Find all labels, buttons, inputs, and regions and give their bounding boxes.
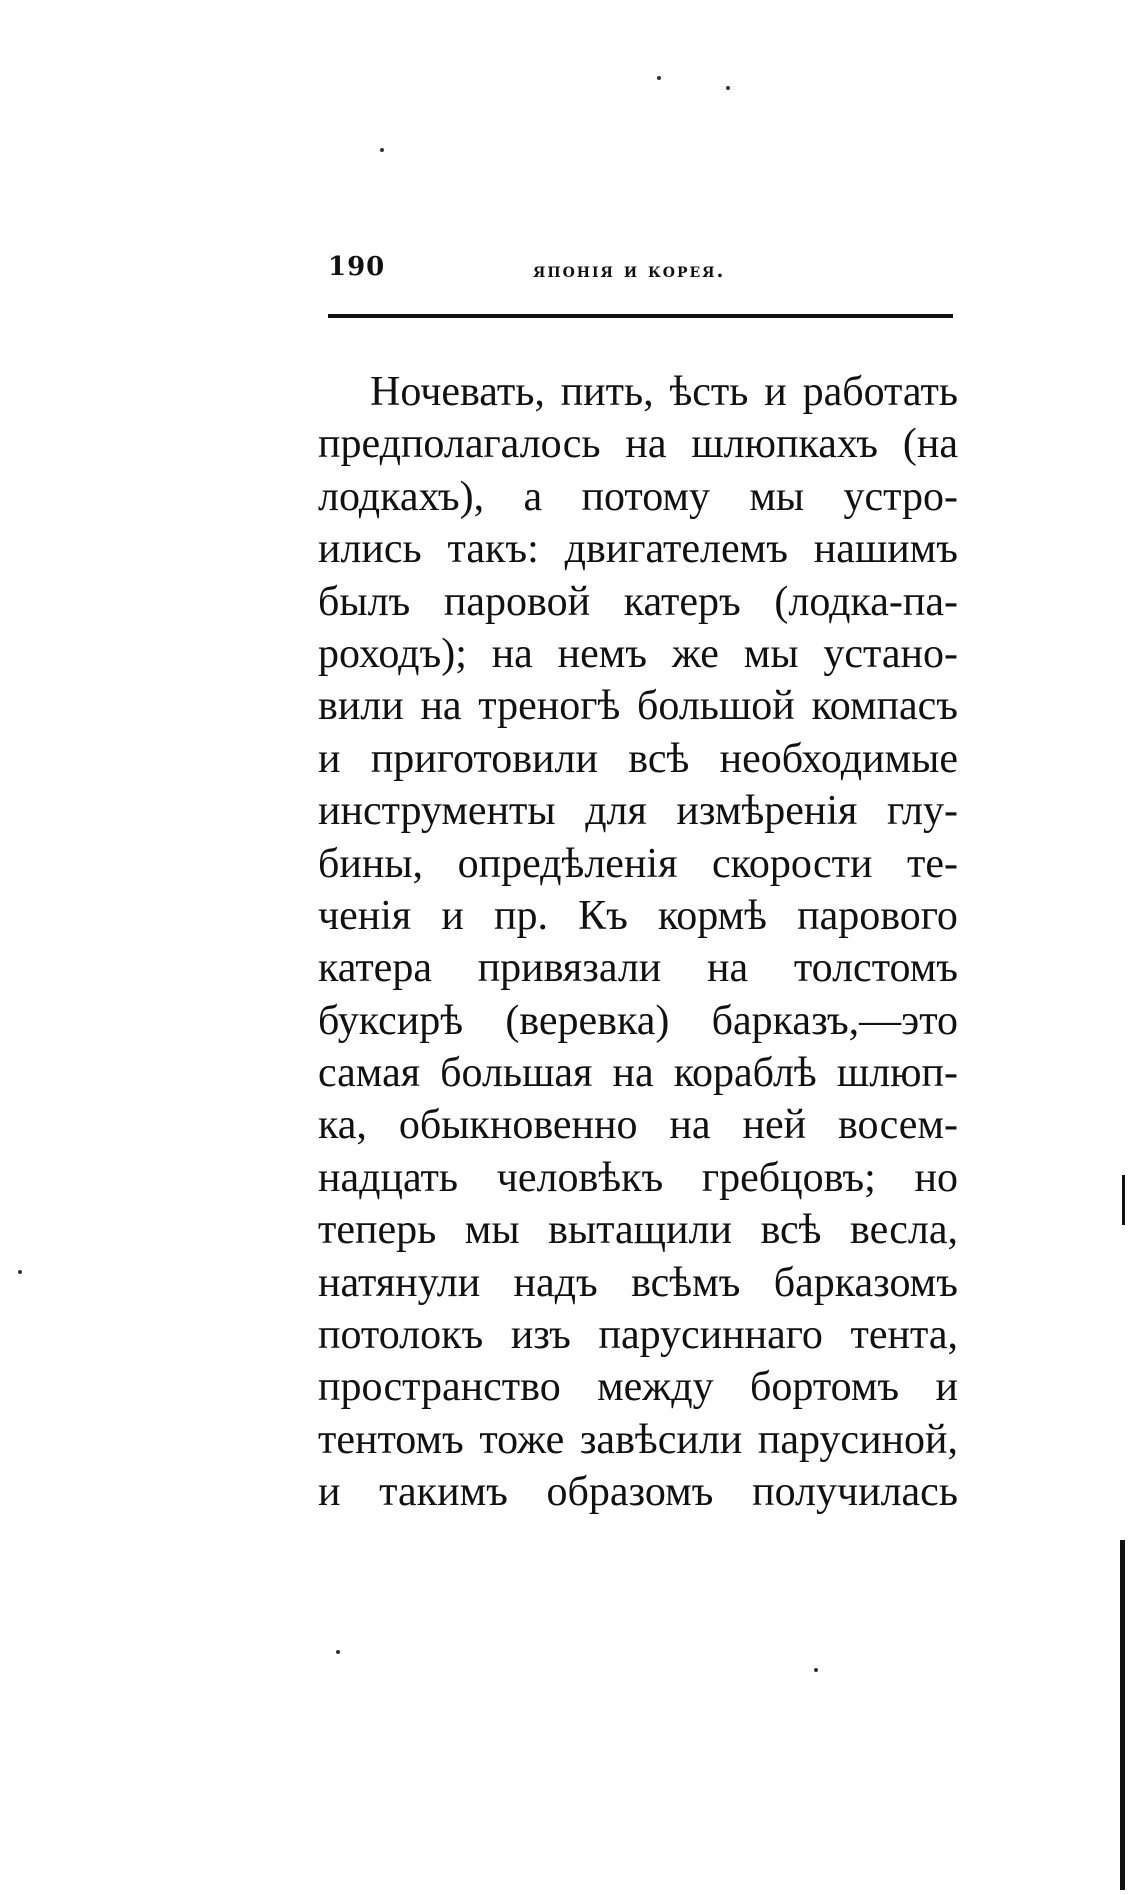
page-header	[328, 252, 952, 292]
text-line	[318, 1152, 958, 1204]
word: (веревка)	[505, 997, 670, 1044]
word: пить,	[560, 369, 654, 415]
word: барказъ,—это	[711, 997, 958, 1044]
text-line	[318, 1204, 958, 1256]
word: на	[707, 945, 749, 992]
word: натянули	[318, 1259, 481, 1306]
word: бины,	[318, 840, 424, 887]
text-line	[318, 576, 958, 628]
text-line	[318, 838, 958, 890]
word: глу-	[886, 788, 958, 835]
text-line	[318, 942, 958, 994]
word: катера	[318, 945, 432, 992]
header-rule	[328, 314, 953, 318]
word: тента,	[850, 1312, 958, 1359]
text-line	[318, 1361, 958, 1413]
word: гребцовъ;	[701, 1154, 876, 1201]
word: работать	[802, 369, 958, 415]
text-line	[318, 680, 958, 732]
word: на	[420, 683, 462, 730]
word: тоже	[479, 1416, 565, 1463]
word: такъ:	[447, 526, 539, 573]
word: (на	[902, 421, 958, 468]
text-line	[318, 471, 958, 523]
text-line	[318, 628, 958, 680]
word: большая	[440, 1050, 593, 1097]
word: же	[671, 630, 719, 677]
word: шлюпкахъ	[691, 421, 879, 468]
page-edge-mark	[1122, 1175, 1125, 1225]
word: вытащили	[548, 1207, 732, 1254]
word: роходъ);	[318, 630, 467, 677]
word: для	[585, 788, 647, 835]
word: шлюп-	[836, 1050, 958, 1097]
word: катеръ	[623, 578, 741, 625]
text-line	[318, 995, 958, 1047]
word: опредѣленія	[457, 840, 678, 887]
scan-speck	[380, 148, 384, 152]
word: компасъ	[811, 683, 958, 730]
word: и	[764, 369, 787, 415]
word: потому	[581, 473, 710, 520]
page-edge-mark	[1120, 1540, 1125, 1890]
text-line	[318, 890, 958, 942]
text-line	[318, 1257, 958, 1309]
word: кораблѣ	[673, 1050, 817, 1097]
word: барказомъ	[773, 1259, 958, 1306]
word: предполагалось	[318, 421, 601, 468]
word: вили	[318, 683, 404, 730]
word: тентомъ	[318, 1416, 464, 1463]
word: образомъ	[546, 1469, 714, 1516]
scan-speck	[657, 76, 661, 80]
scan-speck	[726, 86, 730, 90]
word: ней	[742, 1102, 807, 1149]
word: ка,	[318, 1102, 367, 1149]
word: буксирѣ	[318, 997, 464, 1044]
running-title: японія и корея.	[533, 258, 726, 282]
word: и	[318, 1469, 341, 1516]
word: надъ	[513, 1259, 598, 1306]
word: парусиной,	[757, 1416, 958, 1463]
word: инструменты	[318, 788, 556, 835]
word: на	[669, 1102, 711, 1149]
word: весла,	[849, 1207, 958, 1254]
word: толстомъ	[793, 945, 958, 992]
word: ѣсть	[669, 369, 749, 415]
word: и	[935, 1364, 958, 1411]
text-line	[318, 733, 958, 785]
word: скорости	[711, 840, 873, 887]
word: на	[491, 630, 533, 677]
body-text	[318, 366, 958, 1519]
word: лодкахъ),	[318, 473, 485, 520]
word: треногѣ	[478, 683, 621, 730]
word: измѣренія	[676, 788, 858, 835]
word: (лодка-па-	[774, 578, 958, 625]
word: большой	[637, 683, 795, 730]
text-line	[318, 785, 958, 837]
word: изъ	[510, 1312, 571, 1359]
word: мы	[749, 473, 805, 520]
text-line	[318, 1414, 958, 1466]
word: всѣ	[628, 735, 690, 782]
text-line	[318, 1466, 958, 1518]
word: необходимые	[719, 735, 958, 782]
word: всѣ	[760, 1207, 822, 1254]
word: парового	[797, 892, 958, 939]
word: обыкновенно	[398, 1102, 638, 1149]
word: человѣкъ	[496, 1154, 664, 1201]
word: немъ	[557, 630, 648, 677]
word: всѣмъ	[631, 1259, 741, 1306]
word: пр.	[493, 892, 548, 939]
word: привязали	[477, 945, 662, 992]
word: теперь	[318, 1207, 437, 1254]
word: но	[914, 1154, 958, 1201]
word: между	[597, 1364, 714, 1411]
text-line	[318, 1309, 958, 1361]
word: надцать	[318, 1154, 459, 1201]
text-line	[318, 1099, 958, 1151]
word: устро-	[843, 473, 958, 520]
word: устано-	[823, 630, 958, 677]
word: ченія	[318, 892, 412, 939]
word: кормѣ	[657, 892, 767, 939]
word: такимъ	[379, 1469, 508, 1516]
word: и	[441, 892, 464, 939]
word: и	[318, 735, 341, 782]
word: мы	[464, 1207, 520, 1254]
word: приготовили	[370, 735, 598, 782]
word: те-	[906, 840, 958, 887]
word: Ночевать,	[370, 369, 545, 415]
text-line	[318, 523, 958, 575]
word: а	[523, 473, 543, 520]
text-line	[318, 418, 958, 470]
scan-speck	[336, 1650, 340, 1654]
word: нашимъ	[813, 526, 958, 573]
word: двигателемъ	[564, 526, 788, 573]
word: бортомъ	[750, 1364, 900, 1411]
scan-speck	[18, 1270, 22, 1274]
word: на	[612, 1050, 654, 1097]
word: завѣсили	[579, 1416, 743, 1463]
word: получилась	[752, 1469, 958, 1516]
word: самая	[318, 1050, 421, 1097]
word: парусиннаго	[598, 1312, 823, 1359]
scan-speck	[814, 1668, 818, 1672]
word: ились	[318, 526, 422, 573]
word: былъ	[318, 578, 411, 625]
text-line	[318, 366, 958, 418]
word: на	[625, 421, 667, 468]
word: Къ	[578, 892, 628, 939]
word: пространство	[318, 1364, 561, 1411]
word: восем-	[838, 1102, 958, 1149]
word: потолокъ	[318, 1312, 484, 1359]
word: мы	[743, 630, 799, 677]
text-line	[318, 1047, 958, 1099]
word: паровой	[443, 578, 591, 625]
page-number: 190	[328, 252, 386, 282]
